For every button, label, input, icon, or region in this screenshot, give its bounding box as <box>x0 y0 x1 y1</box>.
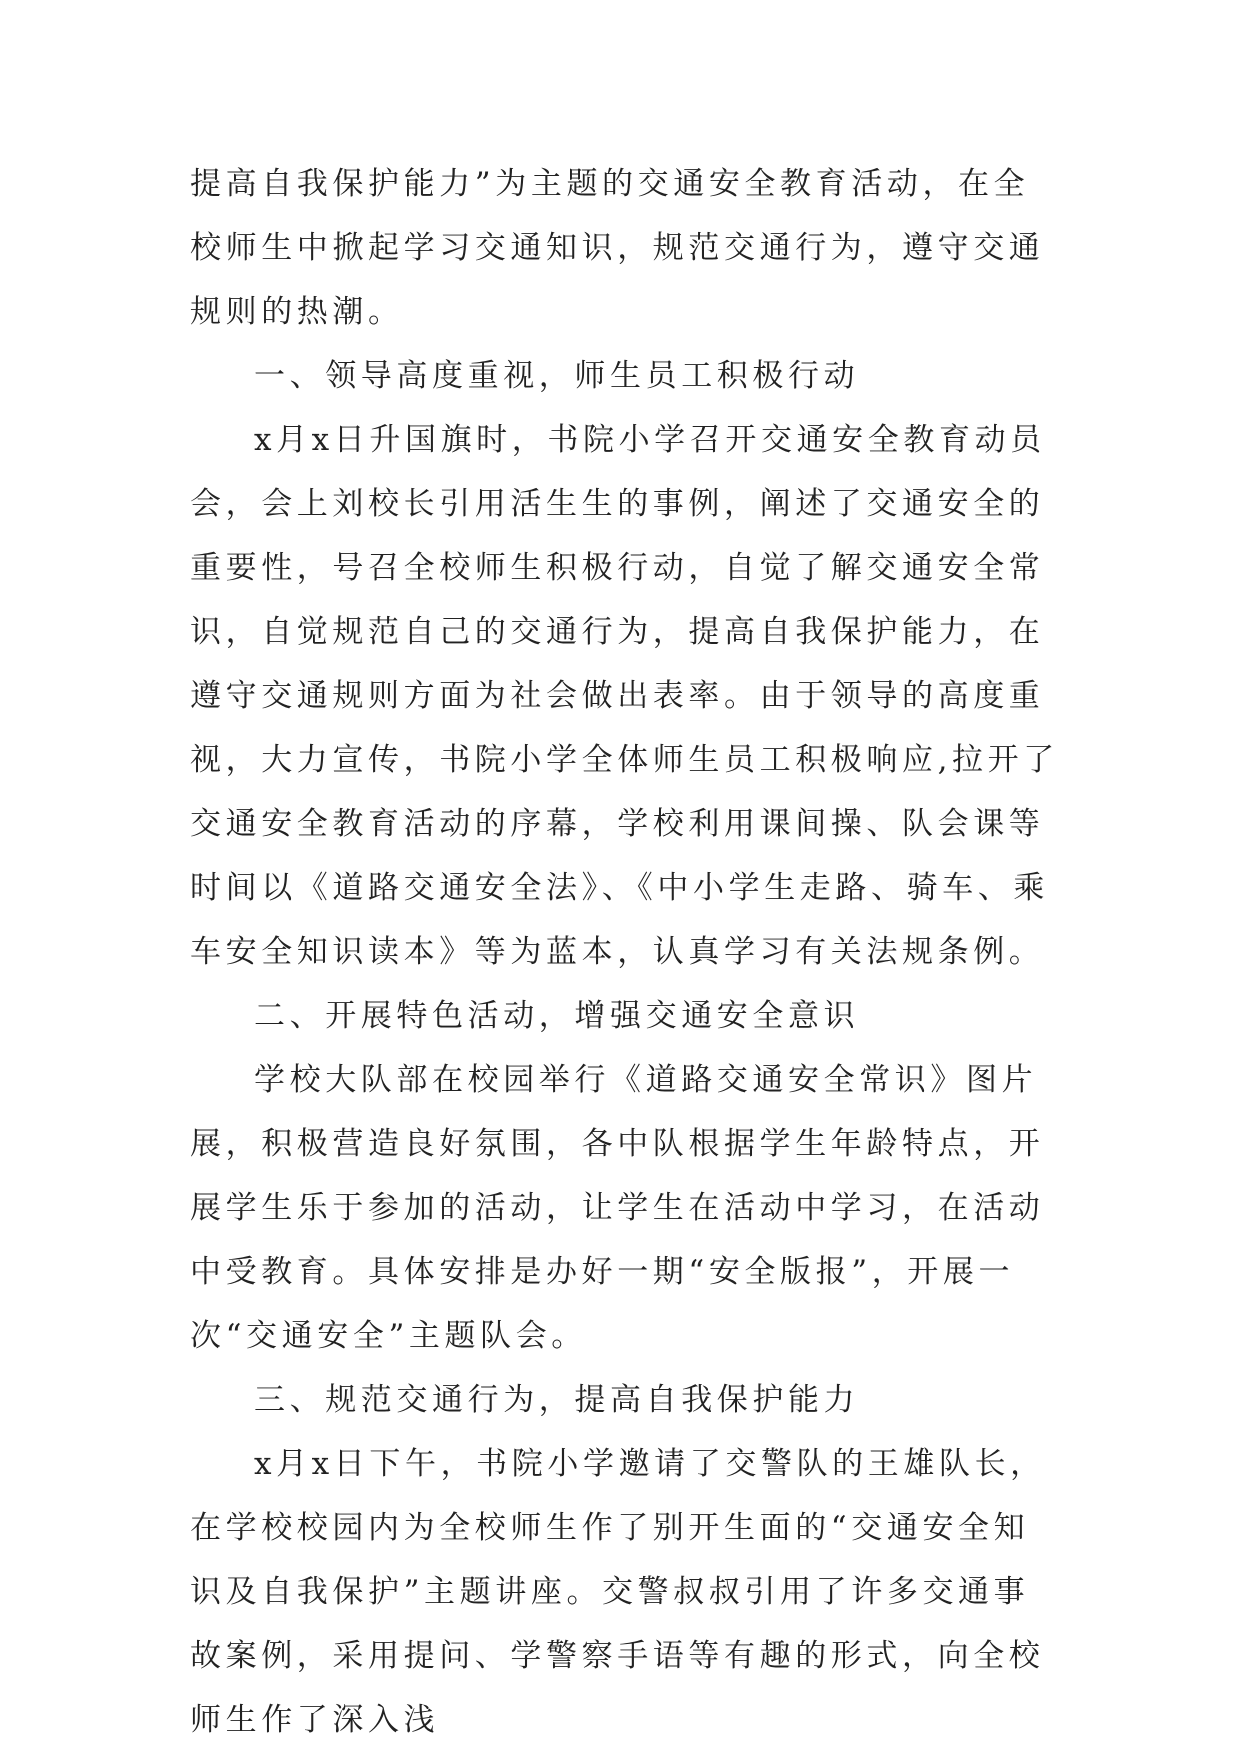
document-body <box>190 152 1060 1752</box>
body-paragraph-3: 学校大队部在校园举行《道路交通安全常识》图片展，积极营造良好氛围，各中队根据学生年龄特点，开展学生乐于参加的活动，让学生在活动中学习，在活动中受教育。具体安排是办好一期“安全版报”，开展一次“交通安全”主题队会。 <box>190 1062 1045 1354</box>
section-heading-3: 三、规范交通行为，提高自我保护能力 <box>254 1382 860 1418</box>
section-heading-1: 一、领导高度重视，师生员工积极行动 <box>254 358 860 394</box>
body-paragraph-4: x月x日下午，书院小学邀请了交警队的王雄队长，在学校校园内为全校师生作了别开生面的“交通安全知识及自我保护”主题讲座。交警叔叔引用了许多交通事故案例，采用提问、学警察手语等有趣的形式，向全校师生作了深入浅 <box>190 1446 1046 1738</box>
section-heading-2: 二、开展特色活动，增强交通安全意识 <box>254 998 860 1034</box>
body-paragraph-1: 提高自我保护能力”为主题的交通安全教育活动，在全校师生中掀起学习交通知识，规范交通行为，遵守交通规则的热潮。 <box>190 166 1045 330</box>
body-paragraph-2: x月x日升国旗时，书院小学召开交通安全教育动员会，会上刘校长引用活生生的事例，阐述了交通安全的重要性，号召全校师生积极行动，自觉了解交通安全常识，自觉规范自己的交通行为，提高自我保护能力，在遵守交通规则方面为社会做出表率。由于领导的高度重视，大力宣传，书院小学全体师生员工积极响应,拉开了交通安全教育活动的序幕，学校利用课间操、队会课等时间以《道路交通安全法》、《中小学生走路、骑车、乘车安全知识读本》等为蓝本，认真学习有关法规条例。 <box>190 422 1059 970</box>
